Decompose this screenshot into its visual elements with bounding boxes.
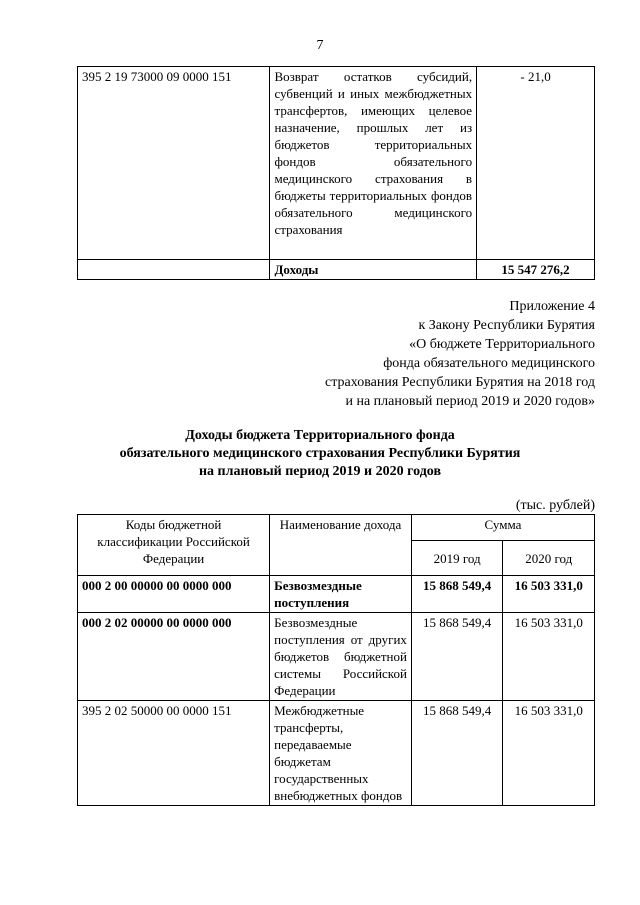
continuation-table [77, 66, 595, 280]
appendix-line: Приложение 4 [509, 299, 595, 314]
income-name-cell: Возврат остатков субсидий, субвенций и иных межбюджетных трансфертов, имеющих целевое назначение, прошлых лет из бюджетов территориальных фондов обязательного медицинского страхования в бюджеты территориальных фондов обязательного медицинского страхования [270, 67, 477, 260]
header-code: Коды бюджетной классификации Российской Федерации [78, 515, 270, 576]
appendix-line: «О бюджете Территориального [409, 337, 595, 352]
budget-code-cell: 395 2 19 73000 09 0000 151 [78, 67, 270, 260]
header-year-2019: 2019 год [411, 541, 503, 576]
header-name: Наименование дохода [270, 515, 412, 576]
appendix-note [325, 297, 595, 411]
heading-line: Доходы бюджета Территориального фонда [185, 428, 455, 443]
table-row [78, 701, 595, 806]
income-name-cell: Межбюджетные трансферты, передаваемые бюджетам государственных внебюджетных фондов [270, 701, 412, 806]
amount-2019-cell: 15 868 549,4 [411, 701, 503, 806]
page-number: 7 [316, 38, 324, 53]
income-table [77, 514, 595, 806]
appendix-line: фонда обязательного медицинского [383, 356, 595, 371]
empty-cell [78, 260, 270, 280]
income-name-cell: Безвозмездные поступления [270, 576, 412, 613]
table-row [78, 613, 595, 701]
heading-line: на плановый период 2019 и 2020 годов [198, 464, 442, 479]
amount-2020-cell: 16 503 331,0 [503, 613, 595, 701]
amount-2019-cell: 15 868 549,4 [411, 613, 503, 701]
heading-line: обязательного медицинского страхования Республики Бурятия [119, 446, 521, 461]
appendix-line: к Закону Республики Бурятия [418, 318, 595, 333]
amount-2020-cell: 16 503 331,0 [503, 701, 595, 806]
amount-cell: - 21,0 [477, 67, 595, 260]
table-row [78, 67, 595, 260]
budget-code-cell: 395 2 02 50000 00 0000 151 [78, 701, 270, 806]
table-row [78, 576, 595, 613]
budget-code-cell: 000 2 02 00000 00 0000 000 [78, 613, 270, 701]
header-sum: Сумма [411, 515, 594, 541]
header-year-2020: 2020 год [503, 541, 595, 576]
units-label: (тыс. рублей) [515, 498, 595, 513]
amount-2020-cell: 16 503 331,0 [503, 576, 595, 613]
income-name-cell: Безвозмездные поступления от других бюджетов бюджетной системы Российской Федерации [270, 613, 412, 701]
amount-2019-cell: 15 868 549,4 [411, 576, 503, 613]
appendix-line: страхования Республики Бурятия на 2018 год [325, 375, 595, 390]
total-amount: 15 547 276,2 [477, 260, 595, 280]
header-row [78, 515, 595, 541]
appendix-line: и на плановый период 2019 и 2020 годов» [345, 394, 595, 409]
total-row [78, 260, 595, 280]
total-label: Доходы [270, 260, 477, 280]
document-heading [0, 427, 640, 481]
budget-code-cell: 000 2 00 00000 00 0000 000 [78, 576, 270, 613]
